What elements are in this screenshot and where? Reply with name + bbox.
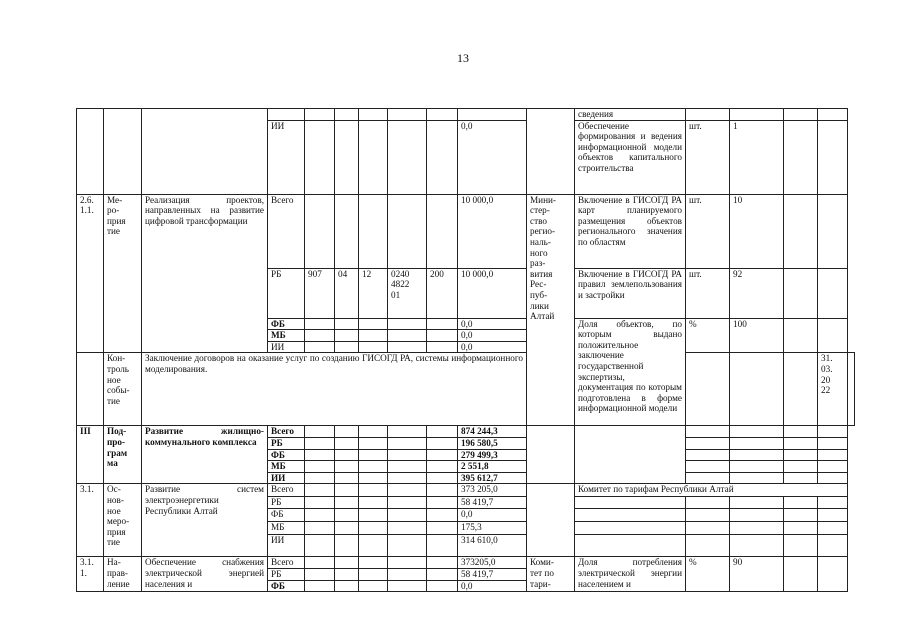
code-cell: 200 xyxy=(427,268,458,318)
executor-cell: Мини- стер- ство регио- наль- ного раз- вития Рес- пуб- лики Алтай xyxy=(527,194,575,426)
unit-cell: % xyxy=(686,557,730,592)
source-cell: ИИ xyxy=(268,534,305,557)
amount-cell: 58 419,7 xyxy=(458,568,527,580)
code-cell: 0240 4822 01 xyxy=(388,268,427,318)
type-cell: Ос- нов- ное меро- прия тие xyxy=(104,484,142,557)
amount-cell: 279 499,3 xyxy=(458,449,527,461)
value-cell: 10 xyxy=(730,194,784,268)
amount-cell: 874 244,3 xyxy=(458,426,527,438)
row-number-cell: 2.6. 1.1. xyxy=(77,194,104,353)
amount-cell: 314 610,0 xyxy=(458,534,527,557)
unit-cell: шт. xyxy=(686,268,730,318)
page-number: 13 xyxy=(457,51,469,65)
source-cell: РБ xyxy=(268,268,305,318)
measure-cell: Включение в ГИСОГД РА карт планируемого размещения объектов регионального значения по областям xyxy=(575,194,686,268)
row-number-cell: 3.1. xyxy=(77,484,104,557)
amount-cell: 0,0 xyxy=(458,341,527,353)
name-cell: Развитие систем электроэнергетики Республики Алтай xyxy=(142,484,268,557)
measure-cell: Доля объектов, по которым выдано положительное заключение государственной экспертизы, документация по которым подготовлена в форме информационной модели xyxy=(575,318,686,426)
code-cell: 04 xyxy=(335,268,359,318)
source-cell: ФБ xyxy=(268,509,305,522)
source-cell: Всего xyxy=(268,484,305,497)
source-cell: Всего xyxy=(268,426,305,438)
amount-cell: 373 205,0 xyxy=(458,484,527,497)
measure-cell: Обеспечение формирования и ведения информационной модели объектов капитального строительства xyxy=(575,120,686,194)
name-cell: Обеспечение снабжения электрической энергией населения и xyxy=(142,557,268,592)
source-cell: РБ xyxy=(268,437,305,449)
amount-cell: 373205,0 xyxy=(458,557,527,569)
table-row xyxy=(77,109,855,121)
source-cell: ИИ xyxy=(268,472,305,484)
table-row xyxy=(77,484,855,497)
source-cell: МБ xyxy=(268,521,305,534)
amount-cell: 10 000,0 xyxy=(458,268,527,318)
executor-cell: Комитет по тарифам Республики Алтай xyxy=(575,484,848,497)
source-cell: РБ xyxy=(268,568,305,580)
measure-cell: Включение в ГИСОГД РА правил землепользования и застройки xyxy=(575,268,686,318)
type-cell: Ме- ро- прия тие xyxy=(104,194,142,353)
source-cell: МБ xyxy=(268,461,305,473)
measure-cell: Доля потребления электрической энергии населением и xyxy=(575,557,686,592)
amount-cell: 10 000,0 xyxy=(458,194,527,268)
value-cell: 1 xyxy=(730,120,784,194)
value-cell: 100 xyxy=(730,318,784,353)
source-cell: ФБ xyxy=(268,580,305,592)
name-cell: Реализация проектов, направленных на развитие цифровой трансформации xyxy=(142,194,268,353)
amount-cell: 395 612,7 xyxy=(458,472,527,484)
type-cell: Под- про- грам ма xyxy=(104,426,142,484)
table-row xyxy=(77,194,855,268)
amount-cell: 58 419,7 xyxy=(458,496,527,509)
source-cell: ФБ xyxy=(268,318,305,330)
amount-cell: 0,0 xyxy=(458,580,527,592)
source-cell: Всего xyxy=(268,194,305,268)
unit-cell: % xyxy=(686,318,730,353)
unit-cell: шт. xyxy=(686,120,730,194)
amount-cell: 0,0 xyxy=(458,318,527,330)
table-row xyxy=(77,426,855,438)
amount-cell: 196 580,5 xyxy=(458,437,527,449)
amount-cell: 2 551,8 xyxy=(458,461,527,473)
type-cell: На- прав- ление xyxy=(104,557,142,592)
type-cell: Кон- троль ное собы- тие xyxy=(104,353,142,426)
executor-cell: Коми- тет по тари- xyxy=(527,557,575,592)
unit-cell: шт. xyxy=(686,194,730,268)
table-row xyxy=(77,353,855,426)
name-cell: Развитие жилищно-коммунального комплекса xyxy=(142,426,268,484)
measure-cell: сведения xyxy=(575,109,686,121)
code-cell: 907 xyxy=(305,268,335,318)
row-number-cell: 3.1. 1. xyxy=(77,557,104,592)
program-table xyxy=(76,108,855,592)
code-cell: 12 xyxy=(359,268,388,318)
amount-cell: 175,3 xyxy=(458,521,527,534)
row-number-cell: III xyxy=(77,426,104,484)
value-cell: 92 xyxy=(730,268,784,318)
value-cell: 90 xyxy=(730,557,784,592)
event-description-cell: Заключение договоров на оказание услуг по созданию ГИСОГД РА, системы информационного моделирования. xyxy=(142,353,527,426)
source-cell: ФБ xyxy=(268,449,305,461)
source-cell: РБ xyxy=(268,496,305,509)
amount-cell: 0,0 xyxy=(458,330,527,342)
date-cell: 31. 03. 20 22 xyxy=(818,353,848,426)
source-cell: Всего xyxy=(268,557,305,569)
table-row xyxy=(77,557,855,569)
amount-cell: 0,0 xyxy=(458,509,527,522)
source-cell: МБ xyxy=(268,330,305,342)
source-cell: ИИ xyxy=(268,341,305,353)
amount-cell: 0,0 xyxy=(458,120,527,194)
source-cell: ИИ xyxy=(268,120,305,194)
